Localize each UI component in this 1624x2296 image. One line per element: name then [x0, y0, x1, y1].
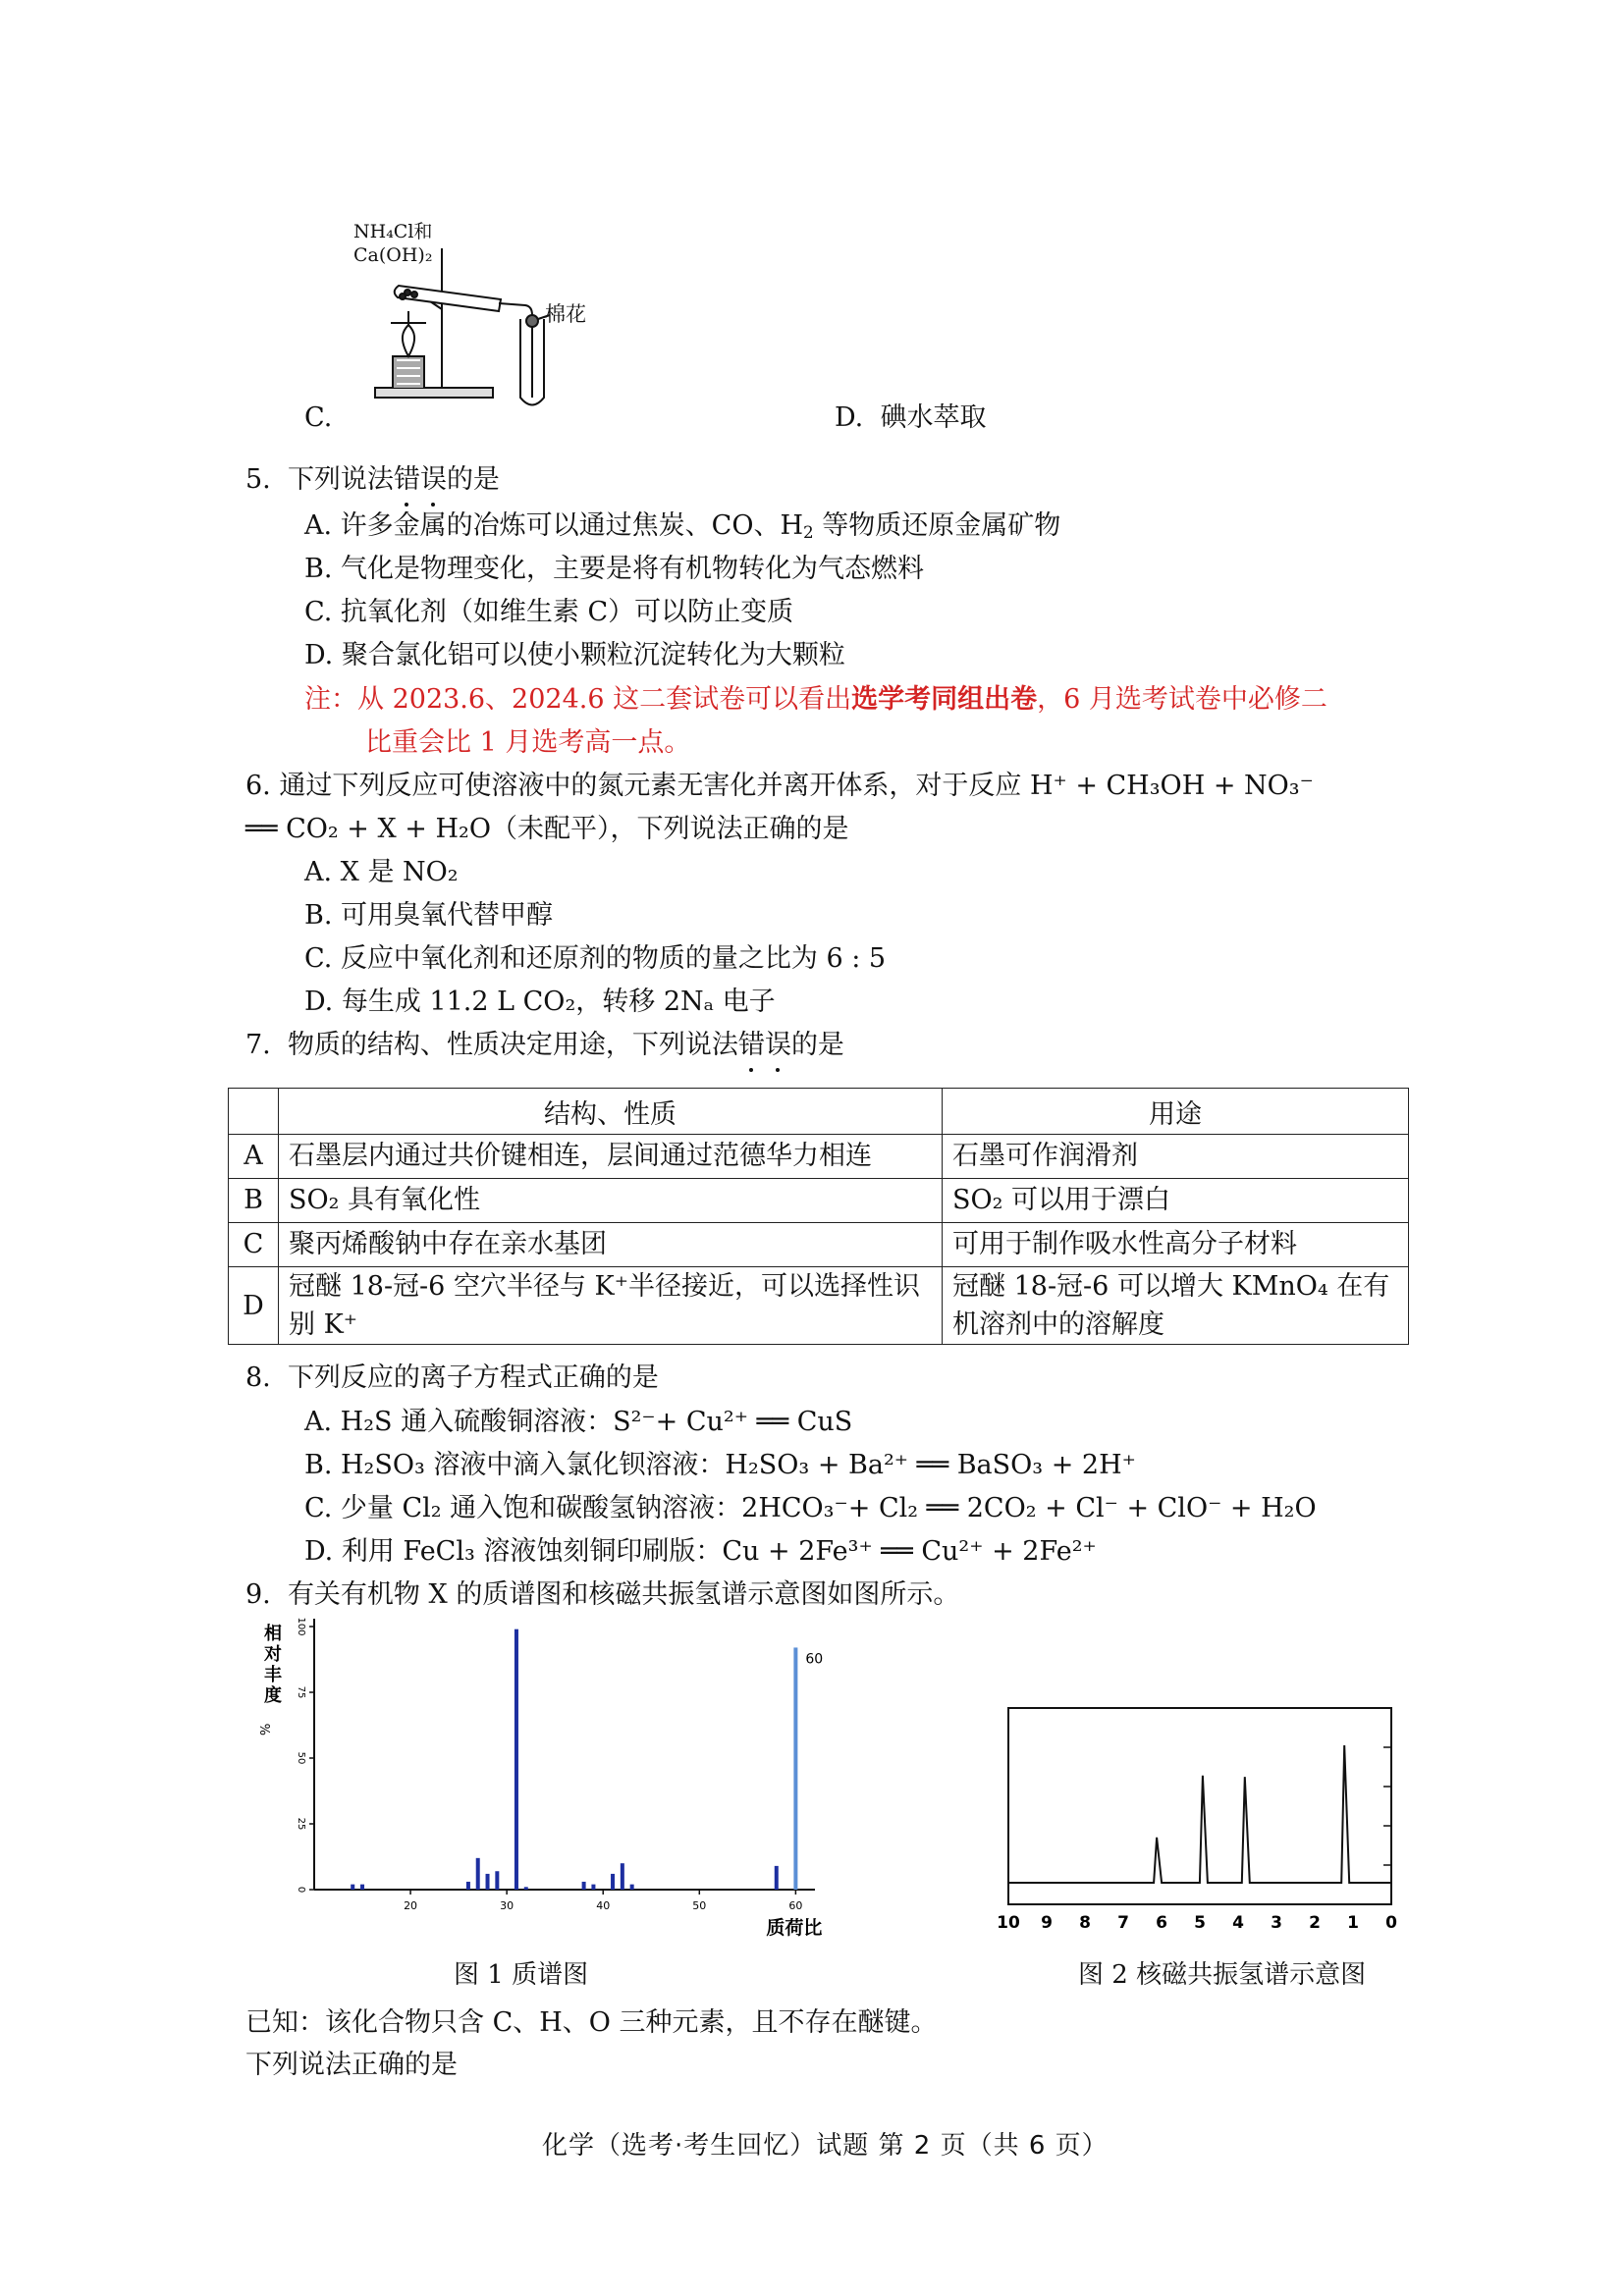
x-tick-label: 8	[1079, 1913, 1091, 1933]
q6-stem-line1: 6. 通过下列反应可使溶液中的氮元素无害化并离开体系，对于反应 H⁺ + CH₃OH + NO₃⁻	[245, 771, 1314, 801]
bar	[591, 1885, 595, 1890]
x-tick-label: 50	[692, 1899, 707, 1912]
table-row	[229, 1223, 1409, 1267]
figure2-caption: 图 2 核磁共振氢谱示意图	[1078, 1960, 1367, 1990]
q5-stem: 5. 下列说法错 误 的是	[245, 464, 500, 495]
bar	[495, 1871, 499, 1890]
x-tick-label: 20	[404, 1899, 418, 1912]
q7-table	[228, 1088, 1409, 1345]
nmr-trace	[1008, 1745, 1391, 1883]
page-footer: 化学（选考·考生回忆）试题 第 2 页（共 6 页）	[542, 2131, 1109, 2161]
q6-option-d: D. 每生成 11.2 L CO₂，转移 2Nₐ 电子	[304, 987, 776, 1017]
q9-ask: 下列说法正确的是	[245, 2050, 458, 2080]
y-tick-label: 100	[296, 1617, 306, 1636]
x-tick-label: 4	[1232, 1913, 1244, 1933]
y-tick-label: 50	[296, 1751, 306, 1765]
nmr-spectrum-chart	[997, 1688, 1458, 1983]
row-use: SO₂ 可以用于漂白	[943, 1179, 1409, 1223]
q8-option-a: A. H₂S 通入硫酸铜溶液：S²⁻+ Cu²⁺ ══ CuS	[304, 1407, 853, 1437]
x-tick-label: 1	[1347, 1913, 1359, 1933]
q6-stem-line2: ══ CO₂ + X + H₂O（未配平），下列说法正确的是	[245, 814, 849, 844]
q5-option-c: C. 抗氧化剂（如维生素 C）可以防止变质	[304, 597, 794, 627]
table-row	[229, 1267, 1409, 1345]
y-tick-label: 75	[296, 1685, 306, 1699]
table-header-cell	[229, 1089, 279, 1135]
q7-stem: 7. 物质的结构、性质决定用途，下列说法错 误 的是	[245, 1030, 844, 1060]
row-label: B	[229, 1179, 279, 1223]
row-property: SO₂ 具有氧化性	[279, 1179, 943, 1223]
x-tick-label: 40	[596, 1899, 611, 1912]
bar	[611, 1874, 615, 1890]
q6-option-c: C. 反应中氧化剂和还原剂的物质的量之比为 6 : 5	[304, 943, 887, 974]
q9-stem: 9. 有关有机物 X 的质谱图和核磁共振氢谱示意图如图所示。	[245, 1579, 960, 1610]
emphasis-dot-icon	[405, 503, 408, 507]
apparatus-label-cotton: 棉花	[545, 302, 586, 326]
y-axis-unit: %	[259, 1723, 274, 1735]
x-tick-label: 9	[1041, 1913, 1053, 1933]
bar	[360, 1885, 364, 1890]
mass-spectrum-chart	[250, 1610, 839, 1944]
q4-option-c: C.	[304, 402, 333, 433]
emphasis-dot-icon	[749, 1068, 753, 1072]
table-row	[229, 1179, 1409, 1223]
q8-option-d: D. 利用 FeCl₃ 溶液蚀刻铜印刷版：Cu + 2Fe³⁺ ══ Cu²⁺ + 2Fe²⁺	[304, 1536, 1097, 1567]
x-axis-label: 质荷比	[766, 1917, 823, 1939]
x-tick-label: 10	[997, 1913, 1020, 1933]
q8-option-b: B. H₂SO₃ 溶液中滴入氯化钡溶液：H₂SO₃ + Ba²⁺ ══ BaSO₃ + 2H⁺	[304, 1450, 1136, 1480]
table-row	[229, 1135, 1409, 1179]
table-header-row	[229, 1089, 1409, 1135]
emphasis-dot-icon	[776, 1068, 780, 1072]
table-header-cell: 用途	[943, 1089, 1409, 1135]
bar	[621, 1863, 624, 1890]
data-label: 60	[805, 1651, 824, 1668]
x-tick-label: 60	[788, 1899, 803, 1912]
q8-option-c: C. 少量 Cl₂ 通入饱和碳酸氢钠溶液：2HCO₃⁻+ Cl₂ ══ 2CO₂ + Cl⁻ + ClO⁻ + H₂O	[304, 1493, 1317, 1523]
apparatus-drawing-icon	[353, 221, 609, 417]
row-label: A	[229, 1135, 279, 1179]
row-property: 石墨层内通过共价键相连，层间通过范德华力相连	[279, 1135, 943, 1179]
bar	[775, 1866, 779, 1890]
x-tick-label: 6	[1156, 1913, 1167, 1933]
figure1-caption: 图 1 质谱图	[454, 1960, 589, 1990]
q4-apparatus-figure	[353, 221, 609, 417]
q4-option-d: D. 碘水萃取	[835, 402, 987, 433]
bar	[486, 1874, 490, 1890]
q6-option-b: B. 可用臭氧代替甲醇	[304, 900, 554, 931]
row-label: D	[229, 1267, 279, 1345]
bar	[524, 1887, 528, 1890]
apparatus-label-reagents: NH₄Cl和 Ca(OH)₂	[353, 221, 433, 266]
y-tick-label: 25	[296, 1817, 306, 1831]
q6-option-a: A. X 是 NO₂	[304, 857, 459, 887]
note-line-1: 注：从 2023.6、2024.6 这二套试卷可以看出选学考同组出卷，6 月选考试卷中必修二	[304, 684, 1327, 715]
q5-option-d: D. 聚合氯化铝可以使小颗粒沉淀转化为大颗粒	[304, 640, 845, 670]
row-label: C	[229, 1223, 279, 1267]
x-tick-label: 7	[1117, 1913, 1129, 1933]
row-property: 聚丙烯酸钠中存在亲水基团	[279, 1223, 943, 1267]
q9-known: 已知：该化合物只含 C、H、O 三种元素，且不存在醚键。	[245, 2007, 938, 2038]
note-line-2: 比重会比 1 月选考高一点。	[365, 727, 691, 758]
y-tick-label: 0	[296, 1886, 306, 1894]
q5-option-b: B. 气化是物理变化，主要是将有机物转化为气态燃料	[304, 554, 925, 584]
y-axis-label: 相对丰度	[264, 1624, 282, 1706]
row-use: 石墨可作润滑剂	[943, 1135, 1409, 1179]
bar	[466, 1882, 470, 1890]
x-tick-label: 0	[1385, 1913, 1397, 1933]
bar	[351, 1885, 354, 1890]
bar	[582, 1882, 586, 1890]
table-header-cell: 结构、性质	[279, 1089, 943, 1135]
x-tick-label: 5	[1194, 1913, 1206, 1933]
emphasis-dot-icon	[431, 503, 435, 507]
q8-stem: 8. 下列反应的离子方程式正确的是	[245, 1362, 659, 1393]
row-use: 冠醚 18-冠-6 可以增大 KMnO₄ 在有机溶剂中的溶解度	[943, 1267, 1409, 1345]
row-use: 可用于制作吸水性高分子材料	[943, 1223, 1409, 1267]
q5-option-a: A. 许多金属的冶炼可以通过焦炭、CO、$H_2$ 等物质还原金属矿物	[304, 510, 1061, 543]
bar	[793, 1647, 797, 1890]
bar	[514, 1629, 518, 1890]
x-tick-label: 3	[1271, 1913, 1282, 1933]
bar	[476, 1858, 480, 1890]
x-tick-label: 2	[1309, 1913, 1321, 1933]
row-property: 冠醚 18-冠-6 空穴半径与 K⁺半径接近，可以选择性识别 K⁺	[279, 1267, 943, 1345]
bar	[630, 1885, 634, 1890]
x-tick-label: 30	[500, 1899, 514, 1912]
